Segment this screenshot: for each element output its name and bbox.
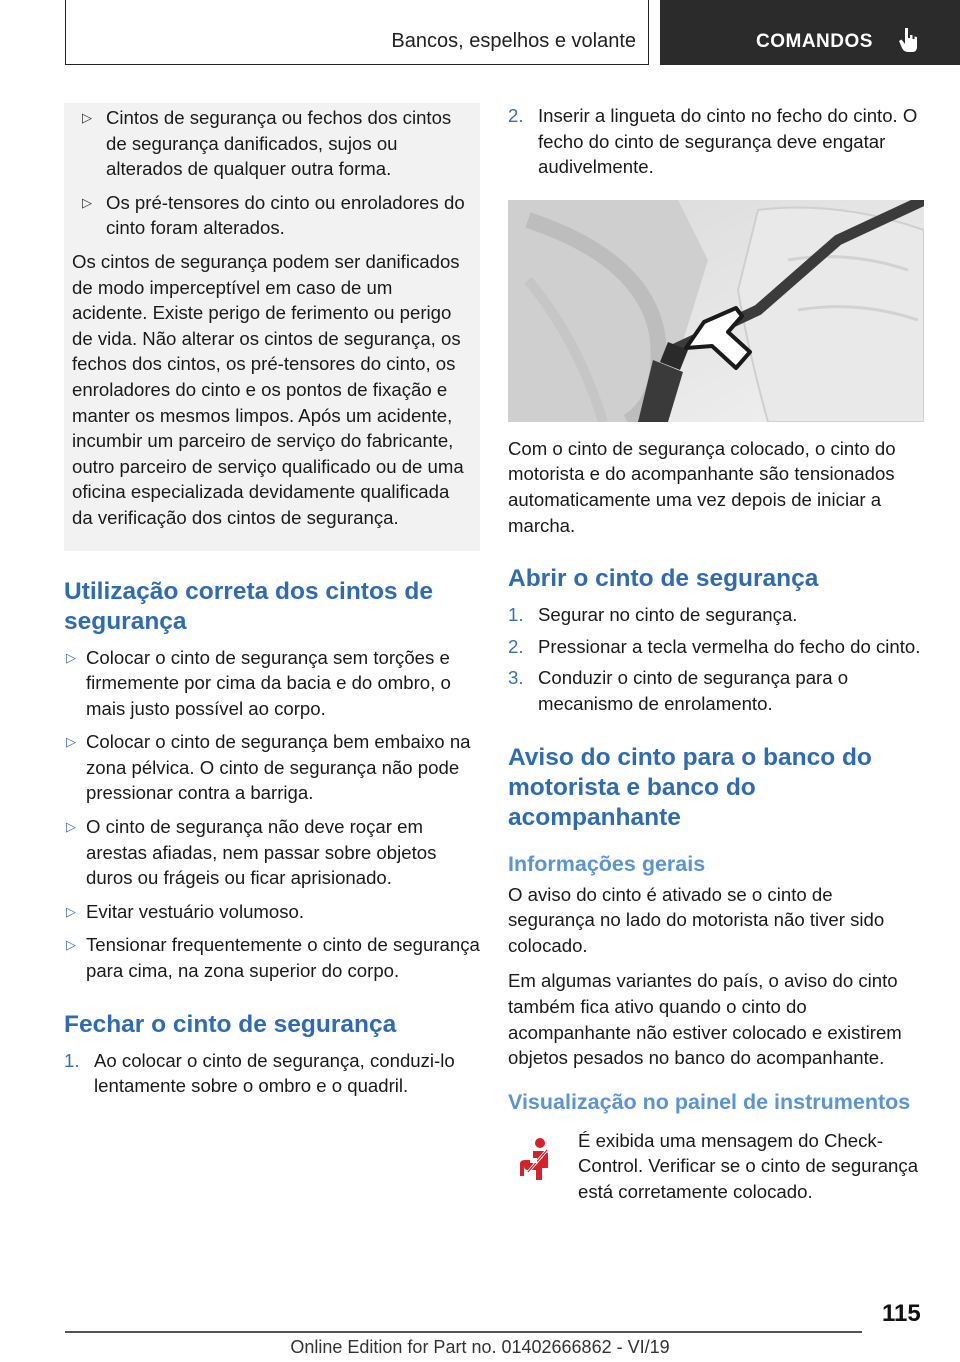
step-item: 1. Ao colocar o cinto de segurança, conduzi-lo lentamente sobre o ombro e o quadril. <box>64 1049 455 1097</box>
triangle-bullet-icon: ▷ <box>66 937 76 953</box>
list-item: ▷ Tensionar frequentemente o cinto de segurança para cima, na zona superior do corpo. <box>66 934 480 982</box>
header-section-title: Bancos, espelhos e volante <box>391 30 636 52</box>
section-title-correct-use: Utilização correta dos cintos de segurança <box>64 577 433 635</box>
paragraph-country-variants: Em algumas variantes do país, o aviso do cinto também fica ativo quando o cinto do acompanhante não estiver colocado e existirem objetos pesados no banco do acompanhante. <box>508 970 902 1069</box>
warning-display-text: É exibida uma mensagem do Check-Control. Verificar se o cinto de segurança está corretamente colocado. <box>578 1129 919 1202</box>
step-item: 3. Conduzir o cinto de segurança para o mecanismo de enrolamento. <box>508 667 849 714</box>
section-title-belt-warning: Aviso do cinto para o banco do motorista e banco do acompanhante <box>508 743 872 831</box>
subsection-title-instrument-display: Visualização no painel de instrumentos <box>508 1089 911 1114</box>
header-chapter-title: COMANDOS <box>756 31 873 52</box>
section-title-fasten-belt: Fechar o cinto de segurança <box>64 1010 397 1038</box>
seatbelt-warning-icon <box>516 1136 556 1184</box>
list-item: ▷ O cinto de segurança não deve roçar em arestas afiadas, nem passar sobre objetos duros ou frágeis ou ficar aprisionado. <box>66 816 437 889</box>
footer-divider <box>65 1331 862 1333</box>
warning-box <box>64 103 480 551</box>
triangle-bullet-icon: ▷ <box>82 110 92 125</box>
warning-paragraph: Os cintos de segurança podem ser danificados de modo imperceptível em caso de um acidente. Existe perigo de ferimento ou perigo de vida. Não alterar os cintos de segurança, os fechos dos cintos, os pré-tensores do cinto, os enroladores do cinto e os pontos de fixação e manter os mesmos limpos. Após um acidente, incumbir um parceiro de serviço do fabricante, outro parceiro de serviço qualificado ou de uma oficina especializada devidamente qualificada da verificação dos cintos de segurança. <box>72 250 464 528</box>
paragraph-auto-tension: Com o cinto de segurança colocado, o cinto do motorista e do acompanhante são tensionados automaticamente uma vez depois de iniciar a marcha. <box>508 437 896 536</box>
footer-edition: Online Edition for Part no. 01402666862 - VI/19 <box>290 1337 670 1357</box>
seatbelt-buckle-photo <box>508 200 924 422</box>
triangle-bullet-icon: ▷ <box>82 194 92 210</box>
list-item: ▷ Os pré-tensores do cinto ou enroladores do cinto foram alterados. <box>82 191 465 239</box>
page-number: 115 <box>882 1300 921 1327</box>
triangle-bullet-icon: ▷ <box>66 903 76 919</box>
warning-display-row <box>508 1128 924 1205</box>
step-item: 2. Inserir a lingueta do cinto no fecho do cinto. O fecho do cinto de segurança deve engatar audivelmente. <box>508 105 918 178</box>
triangle-bullet-icon: ▷ <box>66 734 76 750</box>
header-section-box <box>65 0 649 65</box>
list-item: ▷ Colocar o cinto de segurança sem torções e firmemente por cima da bacia e do ombro, o mais justo possível ao corpo. <box>66 646 451 719</box>
hand-pointer-icon <box>898 26 920 54</box>
list-item: ▷ Evitar vestuário volumoso. <box>64 899 480 925</box>
step-item: 2. Pressionar a tecla vermelha do fecho do cinto. <box>508 635 921 657</box>
triangle-bullet-icon: ▷ <box>66 819 76 835</box>
list-item: ▷ Cintos de segurança ou fechos dos cintos de segurança danificados, sujos ou alterados de qualquer outra forma. <box>82 107 452 180</box>
paragraph-warning-activation: O aviso do cinto é ativado se o cinto de segurança no lado do motorista não tiver sido colocado. <box>508 883 885 956</box>
header-chapter-tab <box>660 0 960 65</box>
left-column <box>64 103 480 1105</box>
step-item: 1. Segurar no cinto de segurança. <box>508 604 798 626</box>
list-item: ▷ Colocar o cinto de segurança bem embaixo na zona pélvica. O cinto de segurança não pode pressionar contra a barriga. <box>66 731 471 804</box>
subsection-title-general-info: Informações gerais <box>508 851 706 876</box>
section-title-open-belt: Abrir o cinto de segurança <box>508 565 819 593</box>
right-column <box>508 103 924 1214</box>
triangle-bullet-icon: ▷ <box>66 649 76 665</box>
